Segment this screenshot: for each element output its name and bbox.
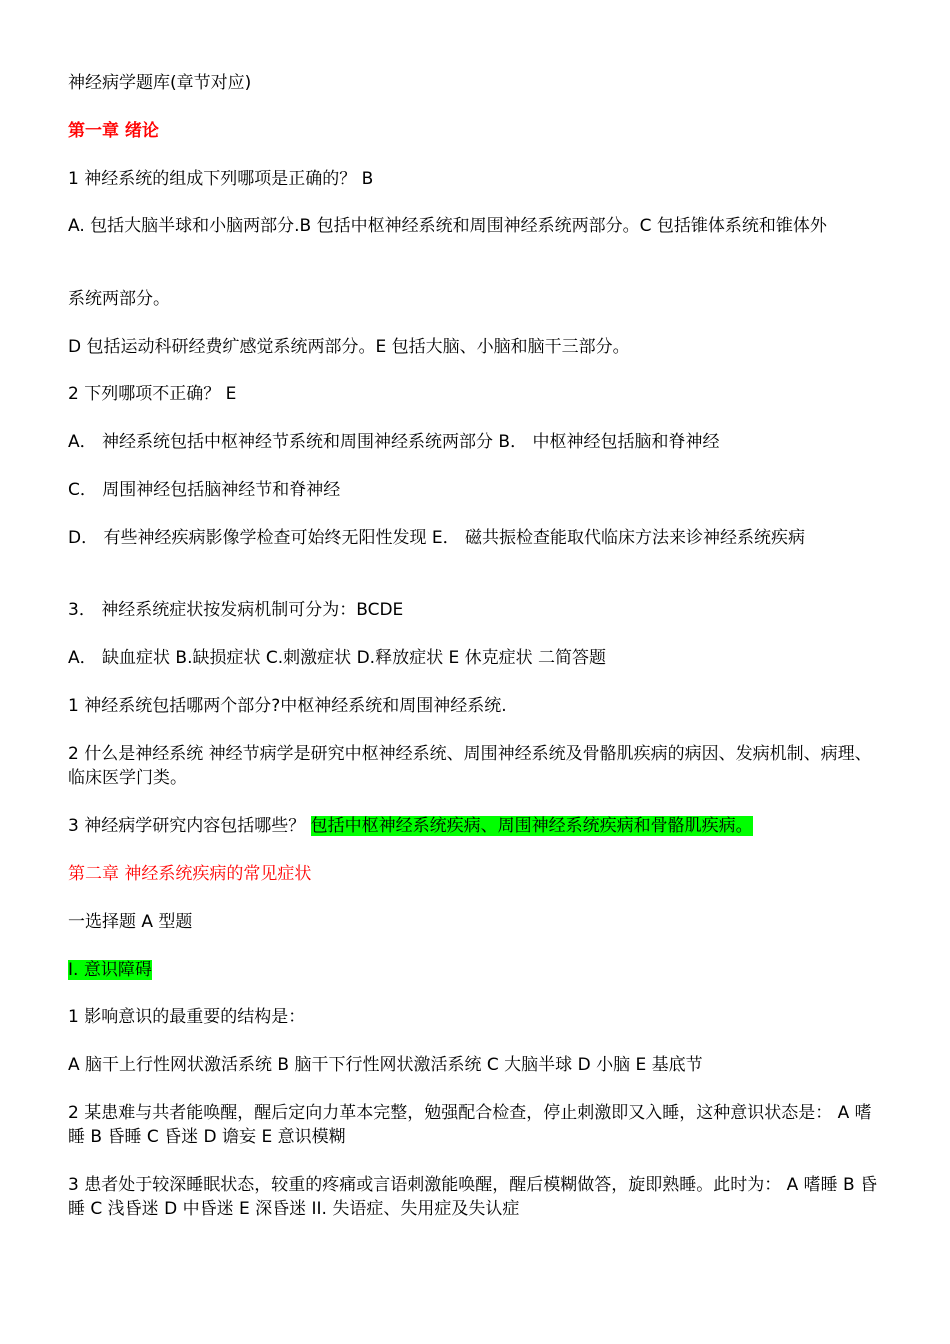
question-1-options-ab: A. 包括大脑半球和小脑两部分.B 包括中枢神经系统和周围神经系统两部分。C 包括锥体系统和锥体外 <box>68 216 827 236</box>
question-3: 3． 神经系统症状按发病机制可分为：BCDE <box>68 600 404 620</box>
ch2-question-3: 3 患者处于较深睡眠状态，较重的疼痛或言语刺激能唤醒，醒后模糊做答，旋即熟睡。此时为： A 嗜睡 B 昏睡 C 浅昏迷 D 中昏迷 E 深昏迷 II. 失语症、失用症及失认症 <box>68 1175 878 1219</box>
section-type-heading: 一选择题 A 型题 <box>68 912 193 932</box>
ch2-question-1: 1 影响意识的最重要的结构是： <box>68 1007 306 1027</box>
question-2-options-ab: A． 神经系统包括中枢神经节系统和周围神经系统两部分 B． 中枢神经包括脑和脊神经 <box>68 432 720 452</box>
question-3-options: A． 缺血症状 B.缺损症状 C.刺激症状 D.释放症状 E 休克症状 二简答题 <box>68 648 607 668</box>
question-2-option-c: C． 周围神经包括脑神经节和脊神经 <box>68 480 341 500</box>
subsection-1-heading <box>68 958 888 982</box>
ch2-question-2: 2 某患难与共者能唤醒，醒后定向力革本完整，勉强配合检查，停止刺激即又入睡，这种意识状态是： A 嗜睡 B 昏睡 C 昏迷 D 谵妄 E 意识模糊 <box>68 1103 872 1147</box>
question-2-options-de: D． 有些神经疾病影像学检查可始终无阳性发现 E． 磁共振检查能取代临床方法来诊神经系统疾病 <box>68 528 806 548</box>
question-1: 1 神经系统的组成下列哪项是正确的？ B <box>68 169 374 189</box>
subsection-1-title: 意识障碍 <box>83 960 152 980</box>
short-answer-3-highlighted-answer: 包括中枢神经系统疾病、周围神经系统疾病和骨骼肌疾病。 <box>310 816 753 836</box>
chapter-1-heading: 第一章 绪论 <box>68 121 159 141</box>
document-title: 神经病学题库(章节对应) <box>68 73 252 93</box>
short-answer-1: 1 神经系统包括哪两个部分?中枢神经系统和周围神经系统. <box>68 696 507 716</box>
question-1-options-de: D 包括运动科研经费纩感觉系统两部分。E 包括大脑、小脑和脑干三部分。 <box>68 337 630 357</box>
ch2-question-1-options: A 脑干上行性网状激活系统 B 脑干下行性网状激活系统 C 大脑半球 D 小脑 E 基底节 <box>68 1055 703 1075</box>
question-2: 2 下列哪项不正确？ E <box>68 384 237 404</box>
question-1-options-cont: 系统两部分。 <box>68 289 170 309</box>
short-answer-3 <box>68 814 888 838</box>
subsection-1-prefix: I. <box>68 960 84 980</box>
short-answer-2: 2 什么是神经系统 神经节病学是研究中枢神经系统、周围神经系统及骨骼肌疾病的病因、发病机制、病理、临床医学门类。 <box>68 744 872 788</box>
chapter-2-heading: 第二章 神经系统疾病的常见症状 <box>68 864 312 884</box>
short-answer-3-question: 3 神经病学研究内容包括哪些？ <box>68 816 311 836</box>
